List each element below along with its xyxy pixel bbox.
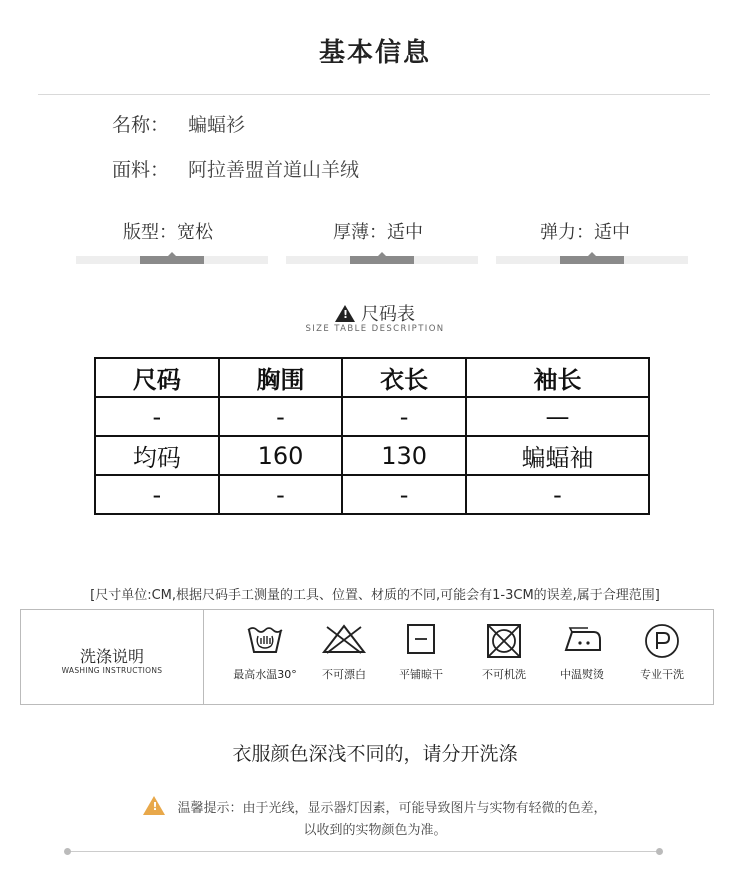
washing-title: 洗涤说明	[79, 647, 144, 666]
professional-dry-clean-icon	[642, 622, 682, 660]
size-table-header-row	[95, 358, 649, 397]
caution-icon	[143, 796, 165, 815]
size-table	[94, 357, 650, 515]
metric-thickness-label: 厚薄：适中	[333, 222, 423, 243]
table-row	[95, 436, 649, 475]
info-value: 阿拉善盟首道山羊绒	[188, 159, 360, 181]
no-machine-wash-icon	[484, 622, 524, 660]
info-key: 名称：	[112, 114, 170, 136]
bottom-divider	[68, 851, 660, 852]
wash-item	[225, 622, 305, 682]
wash-item	[542, 622, 622, 682]
table-cell: -	[219, 475, 343, 514]
tip-text-1: 温馨提示：由于光线，显示器灯因素，可能导致图片与实物有轻微的色差，	[177, 801, 607, 816]
metric-fill	[140, 256, 204, 264]
metric-notch	[378, 252, 386, 256]
table-row	[95, 475, 649, 514]
metric-elasticity-label: 弹力：适中	[540, 222, 630, 243]
table-cell: 蝙蝠袖	[466, 436, 649, 475]
metric-fit-bar	[76, 256, 268, 264]
iron-medium-icon	[558, 622, 606, 656]
size-table-header: 胸围	[219, 358, 343, 397]
metric-notch	[168, 252, 176, 256]
dry-flat-icon	[404, 622, 438, 656]
table-cell: 160	[219, 436, 343, 475]
table-cell: -	[342, 397, 466, 436]
metric-elasticity-bar	[496, 256, 688, 264]
metric-fit-label: 版型：宽松	[123, 222, 213, 243]
wash-label: 平铺晾干	[399, 668, 443, 681]
table-cell: -	[219, 397, 343, 436]
divider-dot-left	[64, 848, 71, 855]
table-cell: —	[466, 397, 649, 436]
title-divider	[38, 94, 710, 95]
size-table-header: 袖长	[466, 358, 649, 397]
table-cell: 均码	[95, 436, 219, 475]
tip-line-1	[0, 796, 750, 816]
wash-item	[381, 622, 461, 682]
metric-fill	[350, 256, 414, 264]
wash-item	[304, 622, 384, 682]
no-bleach-icon	[321, 622, 367, 656]
info-value: 蝙蝠衫	[188, 114, 246, 136]
table-cell: -	[95, 475, 219, 514]
wash-label: 不可漂白	[322, 668, 366, 681]
info-row-name	[112, 110, 245, 137]
wash-slogan: 衣服颜色深浅不同的，请分开洗涤	[232, 743, 518, 765]
info-key: 面料：	[112, 159, 170, 181]
washing-divider	[203, 610, 204, 704]
metric-thickness-bar	[286, 256, 478, 264]
wash-label: 专业干洗	[640, 668, 684, 681]
warning-icon	[335, 305, 355, 322]
metric-fill	[560, 256, 624, 264]
metric-notch	[588, 252, 596, 256]
wash-basin-icon	[245, 622, 285, 656]
washing-instructions-panel	[20, 609, 714, 705]
size-table-subtitle: SIZE TABLE DESCRIPTION	[305, 324, 445, 334]
page-title: 基本信息	[318, 38, 431, 68]
table-cell: -	[466, 475, 649, 514]
wash-label: 中温熨烫	[560, 668, 604, 681]
tip-line-2: 以收到的实物颜色为准。	[303, 823, 447, 838]
wash-label: 不可机洗	[482, 668, 526, 681]
washing-subtitle: WASHING INSTRUCTIONS	[61, 666, 163, 675]
table-cell: 130	[342, 436, 466, 475]
table-row	[95, 397, 649, 436]
info-row-fabric	[112, 155, 359, 182]
wash-item	[622, 622, 702, 682]
measurement-note: [尺寸单位:CM,根据尺码手工测量的工具、位置、材质的不同,可能会有1-3CM的误差,属于合理范围]	[90, 588, 660, 603]
wash-label: 最高水温30°	[233, 668, 297, 681]
size-table-header: 尺码	[95, 358, 219, 397]
table-cell: -	[342, 475, 466, 514]
table-cell: -	[95, 397, 219, 436]
divider-dot-right	[656, 848, 663, 855]
size-table-heading	[0, 300, 750, 326]
wash-item	[464, 622, 544, 682]
size-table-title: 尺码表	[361, 304, 415, 325]
size-table-header: 衣长	[342, 358, 466, 397]
